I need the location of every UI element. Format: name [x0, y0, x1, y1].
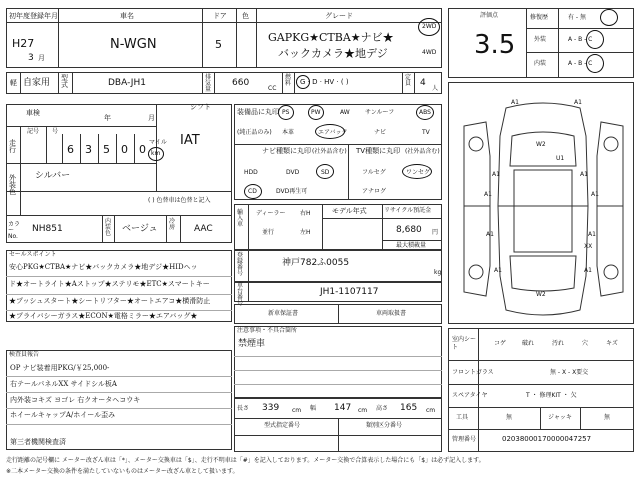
inspector-line-1: OP ナビ装着用PKG/￥25,000-: [10, 364, 110, 372]
mark-left-quarter: A1: [494, 267, 502, 274]
mark-right-rear: A1: [588, 231, 596, 238]
tv-note: (社外品含む): [405, 148, 440, 155]
recycle-value: 8,680: [396, 225, 422, 235]
equip-airbag: エアバック: [318, 129, 348, 136]
sales-line-3: ★プッシュスタート★シートリフター★オートエアコ★横滑防止: [9, 297, 211, 305]
inspector-line-3: 内外装コキズ ヨゴレ 右クオータヘコウキ: [10, 396, 141, 404]
footer-line-2: ※二本メーター交換の条件を満たしていないものはメーター改ざん車として扱います。: [6, 468, 239, 475]
warranty-label: 新車保証書: [268, 310, 299, 317]
grade-line-2: バックカメラ★地デジ: [278, 47, 388, 60]
seat-dirt: 汚れ: [552, 340, 565, 347]
use-type: 自家用: [23, 78, 51, 88]
navi-sd: SD: [321, 169, 330, 176]
equip-abs: ABS: [419, 109, 431, 116]
run-label: 走行: [9, 139, 16, 154]
inspector-line-4: ホイールキャップA/ホイール歪み: [10, 411, 116, 419]
sales-line-4: ★プライバシーガラス★ECON★電格ミラー★エアバッグ★: [9, 312, 198, 320]
inspect-label: 車検: [26, 109, 40, 117]
model-label: 型式: [61, 74, 68, 89]
plate-label: 登録番号: [237, 252, 244, 277]
score-label: 評価点: [480, 12, 499, 19]
ac-value: AAC: [194, 224, 213, 234]
ext-label: 外装: [534, 36, 547, 43]
grade-line-1: GAPKG★CTBA★ナビ★: [268, 31, 394, 44]
mark-hood: U1: [556, 155, 565, 162]
drive-2wd: 2WD: [422, 23, 437, 30]
repair-none-circle: [600, 9, 618, 26]
mark-rear-glass: W2: [536, 291, 546, 298]
reg-month-unit: 月: [38, 54, 45, 62]
footer-line-1: 走行距離の記号欄に メーター改ざん車は「*」、メーター交換車は「$」、走行不明車は「#」を記入しております。メーター交換で合算表示した場合にも「$」は必ず記入します。: [6, 457, 485, 464]
odo-digit-2: 6: [67, 143, 74, 156]
yen-unit: 円: [432, 229, 439, 236]
navi-dvd-play: DVD再生可: [276, 188, 308, 195]
import-dealer: ディーラー: [256, 210, 286, 217]
fuel-label: 燃料: [285, 74, 292, 87]
color-label: 色: [242, 12, 249, 20]
navi-title: ナビ種類に丸印: [262, 147, 311, 155]
import-label: 輸入車: [237, 209, 244, 228]
door-count: 5: [215, 38, 222, 51]
reg-month: 3: [28, 53, 34, 63]
equip-sunroof: サンルーフ: [365, 109, 395, 116]
kei-label: 軽: [10, 79, 17, 87]
inspector-label: 検査員報告: [9, 351, 40, 358]
spare-label: スペアタイヤ: [452, 392, 488, 399]
record-unit: 号: [52, 128, 59, 135]
length-unit: cm: [292, 407, 302, 414]
mark-right-door: A1: [580, 171, 588, 178]
inspect-year-unit: 年: [104, 114, 111, 122]
sales-line-2: ド★オートライト★Aストップ★ステリモ★ETC★スマートキー: [9, 280, 210, 288]
length-value: 339: [262, 403, 280, 413]
capacity: 4: [420, 78, 426, 88]
equip-title: 装備品に丸印: [237, 108, 279, 116]
car-outline-diagram: [456, 96, 631, 324]
ext-color-note: ( ) 色替車は色替と記入: [148, 197, 211, 204]
glass-label: フロントガラス: [452, 369, 494, 376]
mile-label: マイル: [149, 139, 167, 146]
height-value: 165: [400, 403, 418, 413]
int-color-label: 内装色: [105, 218, 112, 237]
sales-line-1: 安心PKG★CTBA★ナビ★バックカメラ★地デジ★HIDヘッ: [9, 263, 198, 271]
import-parallel: 並行: [262, 229, 275, 236]
type-label: 型式指定番号: [264, 422, 301, 429]
spare-options: T ・ 修理KIT ・ 欠: [526, 392, 577, 399]
glass-options: 無 - X - X要交: [550, 369, 589, 376]
height-unit: cm: [426, 407, 436, 414]
model-year-label: モデル年式: [332, 207, 367, 215]
shift-value: IAT: [180, 133, 200, 148]
repair-label: 修復歴: [530, 14, 549, 21]
seat-scratch: キズ: [606, 340, 618, 347]
tool-value: 無: [506, 414, 513, 421]
mark-right-panel: XX: [584, 243, 593, 250]
navi-hdd: HDD: [244, 169, 258, 176]
vin-value: JH1-1107117: [320, 287, 379, 297]
reg-year-label: 初年度登録年月: [9, 12, 58, 20]
jack-value: 無: [604, 414, 611, 421]
model-code: DBA-JH1: [108, 78, 146, 88]
mark-left-door: A1: [492, 171, 500, 178]
third-party: 第三者機関検査済: [10, 438, 66, 446]
equip-leather: 本革: [282, 129, 295, 136]
notes-value: 禁煙車: [238, 339, 266, 349]
ac-label: 冷房: [169, 218, 176, 231]
width-value: 147: [334, 403, 352, 413]
km-label: km: [151, 150, 161, 157]
seat-hole: 穴: [582, 340, 589, 347]
int-options: A - B - C: [568, 60, 593, 67]
recycle-label: リサイクル預託金: [384, 207, 432, 214]
fuel-options: G · D · HV · ( ): [300, 78, 349, 86]
mgmt-number: 02038000170000047257: [502, 435, 592, 443]
color-code: NH851: [32, 224, 63, 234]
max-load-label: 最大積載量: [396, 242, 427, 249]
odo-digit-4: 5: [103, 143, 110, 156]
grade-label: グレード: [325, 12, 353, 20]
plate-value: 神戸782ふ0055: [282, 258, 350, 268]
equip-navi: ナビ: [374, 129, 387, 136]
equip-pw: PW: [311, 109, 321, 116]
inspect-month-unit: 月: [148, 114, 155, 122]
notes-box: [234, 326, 442, 398]
import-left: 左H: [300, 229, 311, 236]
person-unit: 人: [432, 85, 439, 92]
car-name: N-WGN: [110, 37, 157, 52]
equip-ps: PS: [282, 109, 290, 116]
navi-cd: CD: [248, 188, 257, 195]
manual-label: 車両取扱書: [376, 310, 407, 317]
mark-front: A1: [511, 99, 519, 106]
interior-seat-label: 室内シート: [452, 336, 477, 351]
mgmt-label: 管理番号: [452, 436, 477, 443]
mark-windshield: W2: [536, 141, 546, 148]
inspector-line-2: 右テールパネルXX サイドシル板A: [10, 380, 117, 388]
reg-era: H27: [12, 37, 35, 50]
odo-digit-6: 0: [139, 143, 146, 156]
displacement: 660: [232, 78, 250, 88]
mark-left-side: A1: [484, 191, 492, 198]
notes-label: 注意事項・不具合箇所: [237, 327, 298, 334]
mark-right-side: A1: [591, 191, 599, 198]
record-label: 記号: [27, 128, 40, 135]
equip-aw: AW: [340, 109, 350, 116]
sales-label: セールスポイント: [9, 251, 57, 258]
disp-label: 排気量: [205, 74, 212, 93]
mark-front-right: A1: [574, 99, 582, 106]
ext-color-value: シルバー: [35, 171, 71, 181]
navi-dvd: DVD: [286, 169, 300, 176]
ext-options: A - B - C: [568, 36, 593, 43]
tool-label: 工具: [456, 414, 469, 421]
tv-analog: アナログ: [362, 188, 387, 195]
odo-digit-5: 0: [121, 143, 128, 156]
equip-note: (純正品のみ): [237, 129, 272, 136]
equip-tv: TV: [422, 129, 430, 136]
width-unit: cm: [358, 407, 368, 414]
cc-unit: CC: [268, 85, 277, 92]
repair-options: 有 - 無: [568, 14, 586, 21]
color-code-label: カラーNo.: [8, 221, 21, 240]
int-color-value: ベージュ: [122, 224, 158, 234]
tv-oneseg: ワンセグ: [406, 169, 431, 176]
kg-unit: kg: [434, 269, 442, 276]
mark-right-quarter: A1: [584, 267, 592, 274]
name-label: 車名: [120, 12, 134, 20]
seat-burn: コゲ: [494, 340, 507, 347]
seat-tear: 破れ: [522, 340, 535, 347]
jack-label: ジャッキ: [548, 414, 572, 421]
odo-digit-3: 3: [85, 143, 92, 156]
drive-4wd: 4WD: [422, 49, 437, 56]
int-label: 内装: [534, 60, 547, 67]
ext-color-label: 外装色: [9, 174, 16, 196]
mark-left-rear: A1: [486, 231, 494, 238]
class-label: 類別区分番号: [366, 422, 403, 429]
length-label: 長さ: [237, 405, 250, 412]
navi-note: (社外品含む): [312, 148, 347, 155]
tv-fullseg: フルセグ: [362, 169, 386, 176]
height-label: 高さ: [376, 405, 389, 412]
width-label: 幅: [310, 405, 317, 412]
tv-title: TV種類に丸印: [356, 147, 401, 155]
import-right: 右H: [300, 210, 311, 217]
door-label: ドア: [213, 12, 227, 20]
score-value: 3.5: [474, 30, 516, 60]
shift-label: シフト: [190, 103, 211, 111]
capacity-label: 定員: [405, 74, 412, 87]
vin-label: 車台番号: [237, 282, 244, 307]
